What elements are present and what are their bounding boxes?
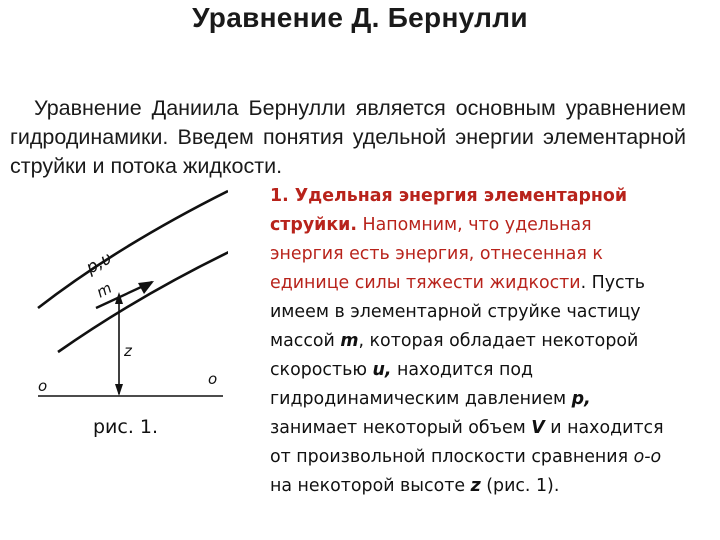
symbol-v: V: [531, 418, 545, 438]
body-text-segment: на некоторой высоте: [270, 476, 471, 496]
definition-text: энергия есть энергия, отнесенная к: [270, 244, 603, 264]
definition-text: Напомним, что удельная: [356, 215, 592, 235]
symbol-oo: о-о: [633, 447, 662, 467]
body-paragraph: [270, 182, 720, 501]
symbol-u: u,: [372, 360, 392, 380]
body-line-11: [270, 472, 720, 501]
height-arrow-down: [115, 384, 123, 396]
section-heading-cont: струйки.: [270, 215, 357, 235]
label-z: z: [124, 342, 132, 360]
body-line-2: [270, 211, 720, 240]
body-line-10: [270, 443, 720, 472]
body-line-5: имеем в элементарной струйке частицу: [270, 302, 641, 322]
section-heading: 1. Удельная энергия элементарной: [270, 186, 628, 206]
body-text-segment: , которая обладает некоторой: [358, 331, 639, 351]
definition-text: единице силы тяжести жидкости: [270, 273, 581, 293]
slide-title: Уравнение Д. Бернулли: [192, 2, 528, 33]
body-line-8: [270, 385, 720, 414]
body-line-3: [270, 240, 720, 269]
body-text-segment: находится под: [391, 360, 534, 380]
intro-paragraph: Уравнение Даниила Бернулли является основным уравнением гидродинамики. Введем понятия удельной энергии элементарной струйки и потока жидкости.: [10, 96, 686, 178]
body-text-segment: гидродинамическим давлением: [270, 389, 572, 409]
body-text-segment: занимает некоторый объем: [270, 418, 532, 438]
label-p-v: p,υ: [82, 248, 116, 279]
streamtube-figure: [28, 186, 228, 411]
body-text-segment: скоростью: [270, 360, 373, 380]
body-text-segment: и находится: [544, 418, 664, 438]
label-o-right: o: [208, 370, 218, 388]
body-line-4: [270, 269, 720, 298]
body-line-9: [270, 414, 720, 443]
symbol-m: m: [340, 331, 359, 351]
body-line-6: [270, 327, 720, 356]
body-text-segment: . Пусть: [580, 273, 645, 293]
streamtube-lower-wall: [58, 250, 228, 352]
label-o-left: o: [38, 377, 48, 395]
body-line-7: [270, 356, 720, 385]
body-text-segment: от произвольной плоскости сравнения: [270, 447, 634, 467]
body-text-segment: массой: [270, 331, 341, 351]
figure-caption: рис. 1.: [93, 416, 159, 438]
symbol-p: p,: [571, 389, 591, 409]
label-m: m: [93, 278, 115, 302]
body-text-segment: (рис. 1).: [480, 476, 560, 496]
symbol-z: z: [470, 476, 481, 496]
body-line-1: [270, 182, 720, 211]
